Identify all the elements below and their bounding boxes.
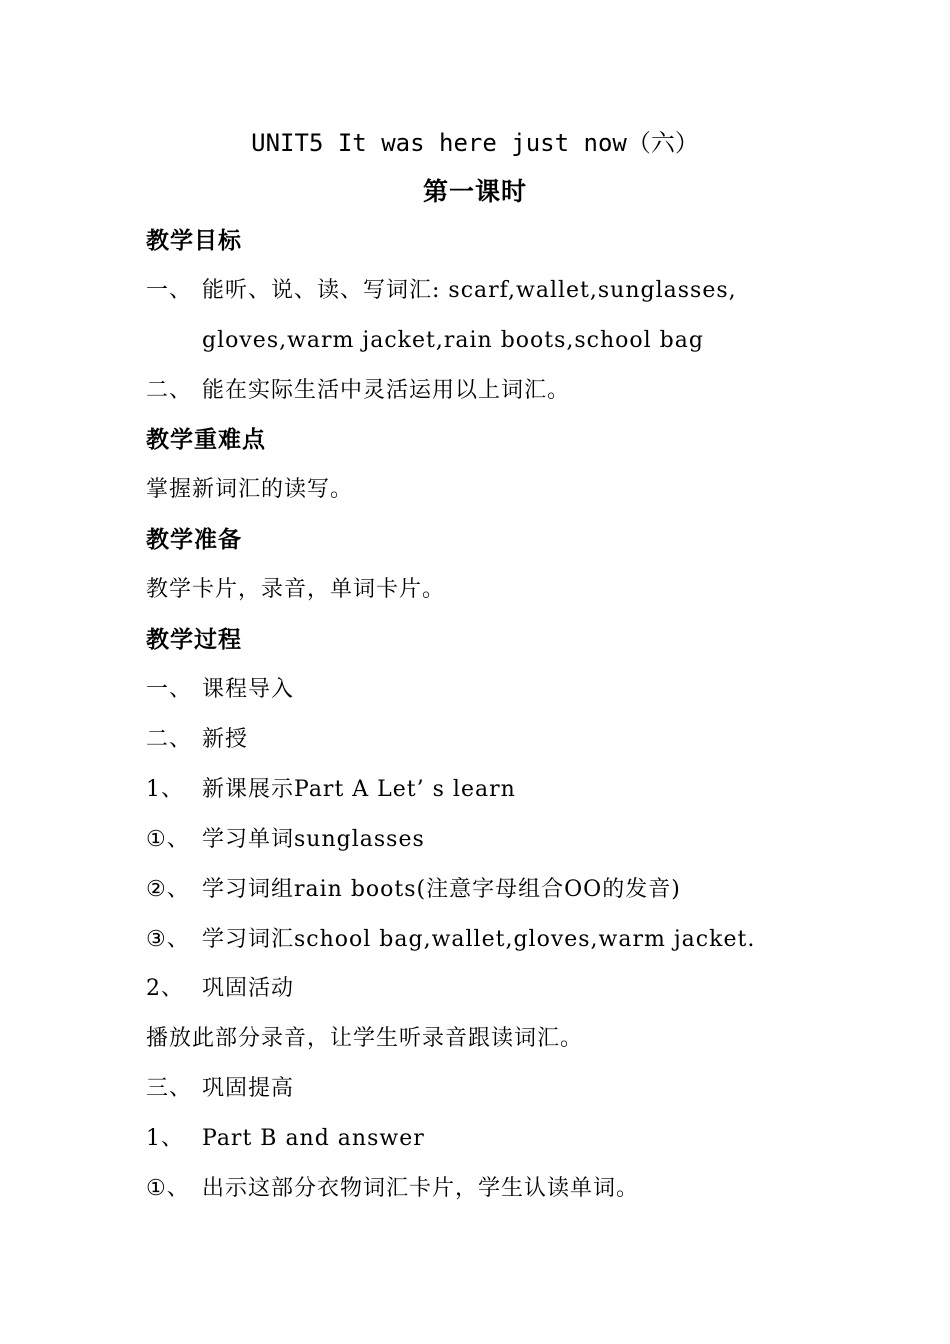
process-line — [146, 1174, 639, 1204]
key-points-text: 掌握新词汇的读写。 — [146, 477, 354, 502]
document-title: UNIT5 It was here just now（六） — [251, 129, 699, 157]
process-line — [146, 1024, 583, 1054]
process-text: 新课展示Part A Let’ s learn — [202, 776, 516, 802]
objective-item — [146, 376, 570, 406]
preparation-text: 教学卡片，录音，单词卡片。 — [146, 577, 446, 602]
process-text: 出示这部分衣物词汇卡片，学生认读单词。 — [202, 1176, 640, 1201]
objective-continuation: gloves,warm jacket,rain boots,school bag — [202, 328, 704, 353]
section-heading-process: 教学过程 — [146, 627, 242, 653]
objective-item — [146, 276, 737, 306]
list-marker: 2、 — [146, 976, 184, 1002]
process-text: 巩固提高 — [202, 1076, 295, 1102]
process-line — [146, 775, 516, 805]
list-marker: ①、 — [146, 826, 190, 852]
list-marker: 一、 — [146, 278, 193, 303]
section-heading-preparation: 教学准备 — [146, 527, 242, 553]
process-line — [146, 925, 755, 955]
list-marker: ②、 — [146, 876, 190, 902]
list-marker: 1、 — [146, 1126, 184, 1152]
process-text: 新授 — [202, 726, 249, 752]
process-text: 学习词汇school bag,wallet,gloves,warm jacket. — [202, 926, 756, 952]
process-line — [146, 974, 294, 1004]
process-text: Part B and answer — [202, 1126, 425, 1152]
process-line — [146, 1124, 425, 1154]
process-line — [146, 875, 681, 905]
list-marker: 三、 — [146, 1076, 193, 1102]
process-text: 课程导入 — [202, 677, 295, 702]
objective-text: 能听、说、读、写词汇: scarf,wallet,sunglasses, — [202, 278, 737, 303]
process-text: 巩固活动 — [202, 976, 295, 1002]
process-text: 学习单词sunglasses — [202, 826, 425, 852]
list-marker: 1、 — [146, 776, 184, 802]
process-line — [146, 1074, 294, 1104]
lesson-subtitle: 第一课时 — [422, 177, 527, 206]
process-line — [146, 825, 425, 855]
process-text: 学习词组rain boots(注意字母组合OO的发音) — [202, 876, 681, 902]
section-heading-objectives: 教学目标 — [146, 228, 242, 254]
list-marker: 一、 — [146, 677, 193, 702]
list-marker: 二、 — [146, 378, 193, 403]
process-text: 播放此部分录音，让学生听录音跟读词汇。 — [146, 1026, 584, 1052]
list-marker: 二、 — [146, 726, 193, 752]
list-marker: ③、 — [146, 926, 190, 952]
process-line — [146, 675, 294, 705]
process-line — [146, 725, 248, 755]
objective-text: 能在实际生活中灵活运用以上词汇。 — [202, 378, 571, 403]
section-heading-key-points: 教学重难点 — [146, 427, 266, 453]
list-marker: ①、 — [146, 1176, 190, 1201]
